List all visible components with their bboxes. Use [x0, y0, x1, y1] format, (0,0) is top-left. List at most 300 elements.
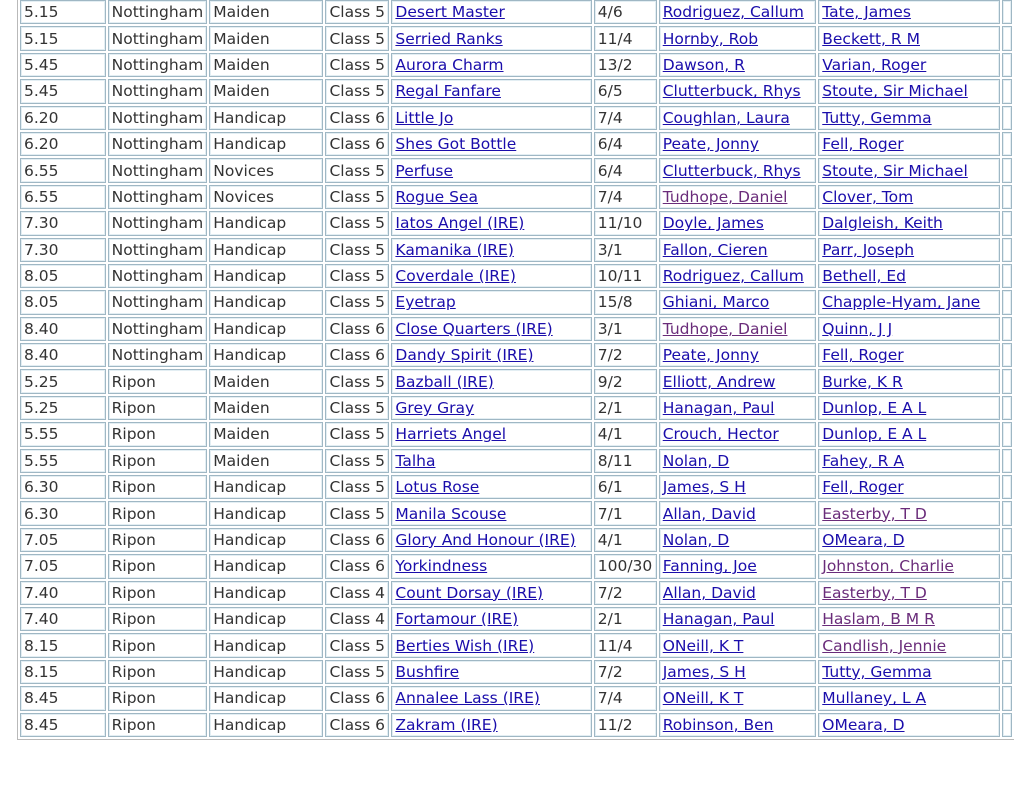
trainer-cell: [818, 554, 1000, 578]
jockey-link[interactable]: Clutterbuck, Rhys: [662, 161, 801, 180]
race-type-cell: Handicap: [209, 633, 323, 657]
trainer-link[interactable]: Tate, James: [822, 3, 911, 22]
horse-link[interactable]: Aurora Charm: [395, 55, 504, 74]
horse-cell: [391, 53, 591, 77]
table-row: [20, 581, 1012, 605]
trainer-link[interactable]: Dunlop, E A L: [822, 399, 927, 418]
jockey-link[interactable]: Nolan, D: [662, 531, 730, 549]
race-class-cell: Class 6: [325, 713, 389, 737]
course-cell: Nottingham: [108, 79, 208, 103]
horse-link[interactable]: Harriets Angel: [395, 425, 507, 444]
horse-cell: [391, 369, 591, 393]
table-row: [20, 607, 1012, 631]
race-time-cell: 6.20: [20, 132, 106, 156]
trainer-link[interactable]: Tutty, Gemma: [822, 108, 932, 127]
horse-link[interactable]: Zakram (IRE): [395, 715, 498, 734]
overflow-cell: [1002, 343, 1012, 367]
horse-link[interactable]: Annalee Lass (IRE): [395, 689, 540, 708]
jockey-link[interactable]: Rodriguez, Callum: [662, 267, 804, 286]
overflow-cell: [1002, 79, 1012, 103]
horse-cell: [391, 185, 591, 209]
trainer-cell: [818, 132, 1000, 156]
trainer-link[interactable]: Tutty, Gemma: [822, 662, 932, 681]
race-time-cell: 7.30: [20, 238, 106, 262]
jockey-link[interactable]: Clutterbuck, Rhys: [662, 82, 801, 101]
jockey-link[interactable]: James, S H: [662, 478, 746, 497]
trainer-link[interactable]: OMeara, D: [822, 531, 905, 549]
horse-cell: [391, 607, 591, 631]
race-time-cell: 5.15: [20, 26, 106, 50]
trainer-link[interactable]: Fahey, R A: [822, 451, 904, 470]
jockey-cell: [659, 528, 817, 552]
jockey-link[interactable]: Doyle, James: [662, 214, 764, 233]
horse-link[interactable]: Bazball (IRE): [395, 372, 494, 391]
jockey-link[interactable]: Crouch, Hector: [662, 425, 779, 444]
trainer-link[interactable]: Bethell, Ed: [822, 267, 906, 286]
overflow-cell: [1002, 26, 1012, 50]
race-time-cell: 6.30: [20, 501, 106, 525]
race-class-cell: Class 5: [325, 422, 389, 446]
trainer-link[interactable]: Varian, Roger: [822, 55, 927, 74]
race-class-cell: Class 5: [325, 660, 389, 684]
jockey-cell: [659, 607, 817, 631]
table-row: [20, 238, 1012, 262]
race-type-cell: Novices: [209, 185, 323, 209]
course-cell: Ripon: [108, 554, 208, 578]
odds-cell: 7/2: [594, 660, 657, 684]
horse-link[interactable]: Shes Got Bottle: [395, 135, 517, 154]
overflow-cell: [1002, 369, 1012, 393]
race-type-cell: Handicap: [209, 528, 323, 552]
jockey-link[interactable]: Allan, David: [662, 504, 756, 523]
table-row: [20, 26, 1012, 50]
jockey-link[interactable]: Tudhope, Daniel: [662, 319, 788, 338]
jockey-link[interactable]: Fanning, Joe: [662, 557, 757, 576]
overflow-cell: [1002, 106, 1012, 130]
overflow-cell: [1002, 607, 1012, 631]
trainer-link[interactable]: Fell, Roger: [822, 346, 904, 365]
race-type-cell: Handicap: [209, 660, 323, 684]
course-cell: Nottingham: [108, 185, 208, 209]
trainer-link[interactable]: Parr, Joseph: [822, 240, 915, 259]
race-time-cell: 5.25: [20, 396, 106, 420]
trainer-link[interactable]: Dunlop, E A L: [822, 425, 927, 444]
race-class-cell: Class 5: [325, 369, 389, 393]
race-time-cell: 8.15: [20, 660, 106, 684]
trainer-cell: [818, 264, 1000, 288]
race-type-cell: Maiden: [209, 396, 323, 420]
horse-link[interactable]: Glory And Honour (IRE): [395, 531, 576, 549]
race-type-cell: Handicap: [209, 211, 323, 235]
trainer-cell: [818, 633, 1000, 657]
odds-cell: 2/1: [594, 396, 657, 420]
overflow-cell: [1002, 0, 1012, 24]
horse-link[interactable]: Serried Ranks: [395, 29, 503, 48]
horse-link[interactable]: Grey Gray: [395, 399, 475, 418]
odds-cell: 10/11: [594, 264, 657, 288]
overflow-cell: [1002, 713, 1012, 737]
odds-cell: 3/1: [594, 317, 657, 341]
trainer-link[interactable]: Chapple-Hyam, Jane: [822, 293, 981, 312]
horse-cell: [391, 686, 591, 710]
overflow-cell: [1002, 211, 1012, 235]
overflow-cell: [1002, 238, 1012, 262]
table-row: [20, 449, 1012, 473]
table-row: [20, 79, 1012, 103]
jockey-link[interactable]: Peate, Jonny: [662, 346, 759, 365]
table-row: [20, 528, 1012, 552]
odds-cell: 7/1: [594, 501, 657, 525]
race-type-cell: Maiden: [209, 26, 323, 50]
race-class-cell: Class 5: [325, 264, 389, 288]
race-type-cell: Maiden: [209, 369, 323, 393]
race-class-cell: Class 4: [325, 607, 389, 631]
trainer-cell: [818, 53, 1000, 77]
odds-cell: 6/4: [594, 158, 657, 182]
jockey-cell: [659, 132, 817, 156]
trainer-cell: [818, 422, 1000, 446]
odds-cell: 11/4: [594, 26, 657, 50]
table-row: [20, 475, 1012, 499]
table-row: [20, 396, 1012, 420]
race-time-cell: 7.05: [20, 528, 106, 552]
race-class-cell: Class 6: [325, 132, 389, 156]
jockey-link[interactable]: Rodriguez, Callum: [662, 3, 804, 22]
course-cell: Ripon: [108, 713, 208, 737]
trainer-link[interactable]: Haslam, B M R: [822, 610, 935, 629]
jockey-link[interactable]: Peate, Jonny: [662, 135, 759, 154]
race-time-cell: 8.45: [20, 686, 106, 710]
odds-cell: 6/1: [594, 475, 657, 499]
trainer-cell: [818, 713, 1000, 737]
course-cell: Nottingham: [108, 106, 208, 130]
odds-cell: 4/1: [594, 528, 657, 552]
horse-link[interactable]: Perfuse: [395, 161, 454, 180]
horse-link[interactable]: Eyetrap: [395, 293, 456, 312]
jockey-link[interactable]: Ghiani, Marco: [662, 293, 770, 312]
race-time-cell: 5.25: [20, 369, 106, 393]
race-type-cell: Maiden: [209, 422, 323, 446]
jockey-cell: [659, 53, 817, 77]
horse-cell: [391, 660, 591, 684]
odds-cell: 7/4: [594, 185, 657, 209]
jockey-link[interactable]: Tudhope, Daniel: [662, 187, 788, 206]
horse-link[interactable]: Talha: [395, 451, 436, 470]
race-class-cell: Class 5: [325, 0, 389, 24]
horse-link[interactable]: Berties Wish (IRE): [395, 636, 535, 655]
odds-cell: 15/8: [594, 290, 657, 314]
trainer-cell: [818, 660, 1000, 684]
jockey-link[interactable]: Nolan, D: [662, 451, 730, 470]
jockey-cell: [659, 422, 817, 446]
table-row: [20, 290, 1012, 314]
horse-link[interactable]: Desert Master: [395, 3, 505, 22]
course-cell: Nottingham: [108, 264, 208, 288]
horse-cell: [391, 475, 591, 499]
trainer-cell: [818, 475, 1000, 499]
trainer-link[interactable]: Quinn, J J: [822, 319, 893, 338]
jockey-cell: [659, 211, 817, 235]
odds-cell: 3/1: [594, 238, 657, 262]
jockey-link[interactable]: ONeill, K T: [662, 689, 744, 708]
trainer-cell: [818, 501, 1000, 525]
race-type-cell: Handicap: [209, 581, 323, 605]
table-row: [20, 132, 1012, 156]
overflow-cell: [1002, 53, 1012, 77]
horse-cell: [391, 501, 591, 525]
overflow-cell: [1002, 475, 1012, 499]
race-time-cell: 6.55: [20, 158, 106, 182]
trainer-cell: [818, 581, 1000, 605]
odds-cell: 2/1: [594, 607, 657, 631]
jockey-cell: [659, 660, 817, 684]
odds-cell: 11/2: [594, 713, 657, 737]
course-cell: Nottingham: [108, 26, 208, 50]
course-cell: Ripon: [108, 475, 208, 499]
race-class-cell: Class 5: [325, 475, 389, 499]
horse-cell: [391, 211, 591, 235]
race-time-cell: 8.40: [20, 317, 106, 341]
horse-link[interactable]: Close Quarters (IRE): [395, 319, 553, 338]
race-time-cell: 8.45: [20, 713, 106, 737]
trainer-link[interactable]: Mullaney, L A: [822, 689, 927, 708]
odds-cell: 7/4: [594, 106, 657, 130]
trainer-cell: [818, 396, 1000, 420]
horse-link[interactable]: Iatos Angel (IRE): [395, 214, 525, 233]
trainer-link[interactable]: Dalgleish, Keith: [822, 214, 943, 233]
jockey-cell: [659, 79, 817, 103]
trainer-link[interactable]: Easterby, T D: [822, 583, 927, 602]
horse-cell: [391, 581, 591, 605]
horse-cell: [391, 317, 591, 341]
horse-link[interactable]: Kamanika (IRE): [395, 240, 514, 259]
trainer-cell: [818, 343, 1000, 367]
table-row: [20, 0, 1012, 24]
race-type-cell: Handicap: [209, 106, 323, 130]
trainer-link[interactable]: Fell, Roger: [822, 135, 904, 154]
odds-cell: 7/2: [594, 581, 657, 605]
jockey-link[interactable]: James, S H: [662, 662, 746, 681]
odds-cell: 13/2: [594, 53, 657, 77]
jockey-link[interactable]: ONeill, K T: [662, 636, 744, 655]
race-time-cell: 5.55: [20, 449, 106, 473]
trainer-link[interactable]: Johnston, Charlie: [822, 557, 954, 576]
race-class-cell: Class 6: [325, 343, 389, 367]
race-class-cell: Class 6: [325, 528, 389, 552]
race-type-cell: Maiden: [209, 79, 323, 103]
race-class-cell: Class 5: [325, 501, 389, 525]
table-row: [20, 106, 1012, 130]
horse-cell: [391, 290, 591, 314]
race-class-cell: Class 5: [325, 53, 389, 77]
horse-link[interactable]: Coverdale (IRE): [395, 267, 516, 286]
jockey-link[interactable]: Dawson, R: [662, 55, 745, 74]
table-row: [20, 317, 1012, 341]
course-cell: Nottingham: [108, 158, 208, 182]
table-row: [20, 422, 1012, 446]
trainer-link[interactable]: Stoute, Sir Michael: [822, 161, 968, 180]
race-class-cell: Class 5: [325, 633, 389, 657]
trainer-link[interactable]: Candlish, Jennie: [822, 636, 947, 655]
table-row: [20, 343, 1012, 367]
horse-cell: [391, 26, 591, 50]
race-time-cell: 7.40: [20, 581, 106, 605]
race-class-cell: Class 5: [325, 211, 389, 235]
overflow-cell: [1002, 660, 1012, 684]
jockey-cell: [659, 185, 817, 209]
table-row: [20, 686, 1012, 710]
overflow-cell: [1002, 132, 1012, 156]
horse-cell: [391, 106, 591, 130]
race-type-cell: Novices: [209, 158, 323, 182]
race-class-cell: Class 6: [325, 317, 389, 341]
table-row: [20, 660, 1012, 684]
course-cell: Ripon: [108, 369, 208, 393]
trainer-link[interactable]: Easterby, T D: [822, 504, 927, 523]
jockey-cell: [659, 26, 817, 50]
trainer-link[interactable]: Clover, Tom: [822, 187, 914, 206]
jockey-cell: [659, 106, 817, 130]
race-type-cell: Handicap: [209, 713, 323, 737]
odds-cell: 11/10: [594, 211, 657, 235]
horse-cell: [391, 132, 591, 156]
race-type-cell: Handicap: [209, 132, 323, 156]
horse-link[interactable]: Rogue Sea: [395, 187, 478, 206]
jockey-cell: [659, 264, 817, 288]
horse-cell: [391, 422, 591, 446]
race-time-cell: 5.45: [20, 79, 106, 103]
course-cell: Ripon: [108, 422, 208, 446]
jockey-link[interactable]: Hanagan, Paul: [662, 399, 775, 418]
race-time-cell: 7.05: [20, 554, 106, 578]
trainer-cell: [818, 290, 1000, 314]
race-class-cell: Class 5: [325, 396, 389, 420]
racecard-table-container: [17, 0, 1014, 740]
trainer-cell: [818, 185, 1000, 209]
trainer-link[interactable]: Fell, Roger: [822, 478, 904, 497]
jockey-link[interactable]: Hornby, Rob: [662, 29, 759, 48]
course-cell: Nottingham: [108, 211, 208, 235]
horse-link[interactable]: Count Dorsay (IRE): [395, 583, 544, 602]
race-time-cell: 8.40: [20, 343, 106, 367]
table-row: [20, 713, 1012, 737]
jockey-cell: [659, 396, 817, 420]
horse-cell: [391, 396, 591, 420]
race-time-cell: 8.05: [20, 290, 106, 314]
jockey-cell: [659, 581, 817, 605]
trainer-cell: [818, 26, 1000, 50]
horse-link[interactable]: Yorkindness: [395, 557, 488, 576]
trainer-cell: [818, 211, 1000, 235]
horse-link[interactable]: Dandy Spirit (IRE): [395, 346, 534, 365]
horse-cell: [391, 713, 591, 737]
course-cell: Nottingham: [108, 53, 208, 77]
race-type-cell: Handicap: [209, 554, 323, 578]
odds-cell: 11/4: [594, 633, 657, 657]
overflow-cell: [1002, 581, 1012, 605]
race-type-cell: Maiden: [209, 449, 323, 473]
horse-link[interactable]: Bushfire: [395, 662, 460, 681]
table-row: [20, 264, 1012, 288]
race-class-cell: Class 5: [325, 26, 389, 50]
jockey-link[interactable]: Allan, David: [662, 583, 756, 602]
table-row: [20, 53, 1012, 77]
overflow-cell: [1002, 185, 1012, 209]
race-type-cell: Maiden: [209, 53, 323, 77]
jockey-cell: [659, 343, 817, 367]
odds-cell: 7/4: [594, 686, 657, 710]
course-cell: Ripon: [108, 528, 208, 552]
course-cell: Ripon: [108, 501, 208, 525]
jockey-cell: [659, 158, 817, 182]
trainer-cell: [818, 369, 1000, 393]
horse-link[interactable]: Regal Fanfare: [395, 82, 501, 101]
overflow-cell: [1002, 449, 1012, 473]
jockey-cell: [659, 0, 817, 24]
jockey-link[interactable]: Elliott, Andrew: [662, 372, 776, 391]
jockey-cell: [659, 238, 817, 262]
jockey-link[interactable]: Coughlan, Laura: [662, 108, 790, 127]
race-time-cell: 7.30: [20, 211, 106, 235]
trainer-cell: [818, 0, 1000, 24]
trainer-link[interactable]: Burke, K R: [822, 372, 903, 391]
course-cell: Ripon: [108, 607, 208, 631]
race-class-cell: Class 4: [325, 581, 389, 605]
horse-cell: [391, 343, 591, 367]
horse-link[interactable]: Fortamour (IRE): [395, 610, 519, 629]
course-cell: Ripon: [108, 581, 208, 605]
horse-cell: [391, 238, 591, 262]
overflow-cell: [1002, 317, 1012, 341]
course-cell: Ripon: [108, 449, 208, 473]
race-type-cell: Handicap: [209, 317, 323, 341]
trainer-link[interactable]: Stoute, Sir Michael: [822, 82, 968, 101]
race-class-cell: Class 5: [325, 449, 389, 473]
horse-link[interactable]: Little Jo: [395, 108, 454, 127]
overflow-cell: [1002, 501, 1012, 525]
odds-cell: 100/30: [594, 554, 657, 578]
race-time-cell: 6.20: [20, 106, 106, 130]
course-cell: Ripon: [108, 686, 208, 710]
race-time-cell: 6.55: [20, 185, 106, 209]
horse-cell: [391, 264, 591, 288]
race-time-cell: 7.40: [20, 607, 106, 631]
race-type-cell: Maiden: [209, 0, 323, 24]
overflow-cell: [1002, 633, 1012, 657]
jockey-link[interactable]: Fallon, Cieren: [662, 240, 768, 259]
racecard-table: [17, 0, 1014, 740]
jockey-link[interactable]: Robinson, Ben: [662, 715, 774, 734]
table-row: [20, 554, 1012, 578]
overflow-cell: [1002, 290, 1012, 314]
overflow-cell: [1002, 264, 1012, 288]
jockey-link[interactable]: Hanagan, Paul: [662, 610, 775, 629]
race-type-cell: Handicap: [209, 475, 323, 499]
course-cell: Nottingham: [108, 0, 208, 24]
horse-cell: [391, 528, 591, 552]
jockey-cell: [659, 317, 817, 341]
trainer-link[interactable]: Beckett, R M: [822, 29, 920, 48]
horse-link[interactable]: Lotus Rose: [395, 478, 480, 497]
table-row: [20, 158, 1012, 182]
race-time-cell: 5.55: [20, 422, 106, 446]
race-type-cell: Handicap: [209, 290, 323, 314]
race-class-cell: Class 5: [325, 158, 389, 182]
trainer-link[interactable]: OMeara, D: [822, 715, 905, 734]
course-cell: Nottingham: [108, 132, 208, 156]
horse-link[interactable]: Manila Scouse: [395, 504, 507, 523]
odds-cell: 6/5: [594, 79, 657, 103]
